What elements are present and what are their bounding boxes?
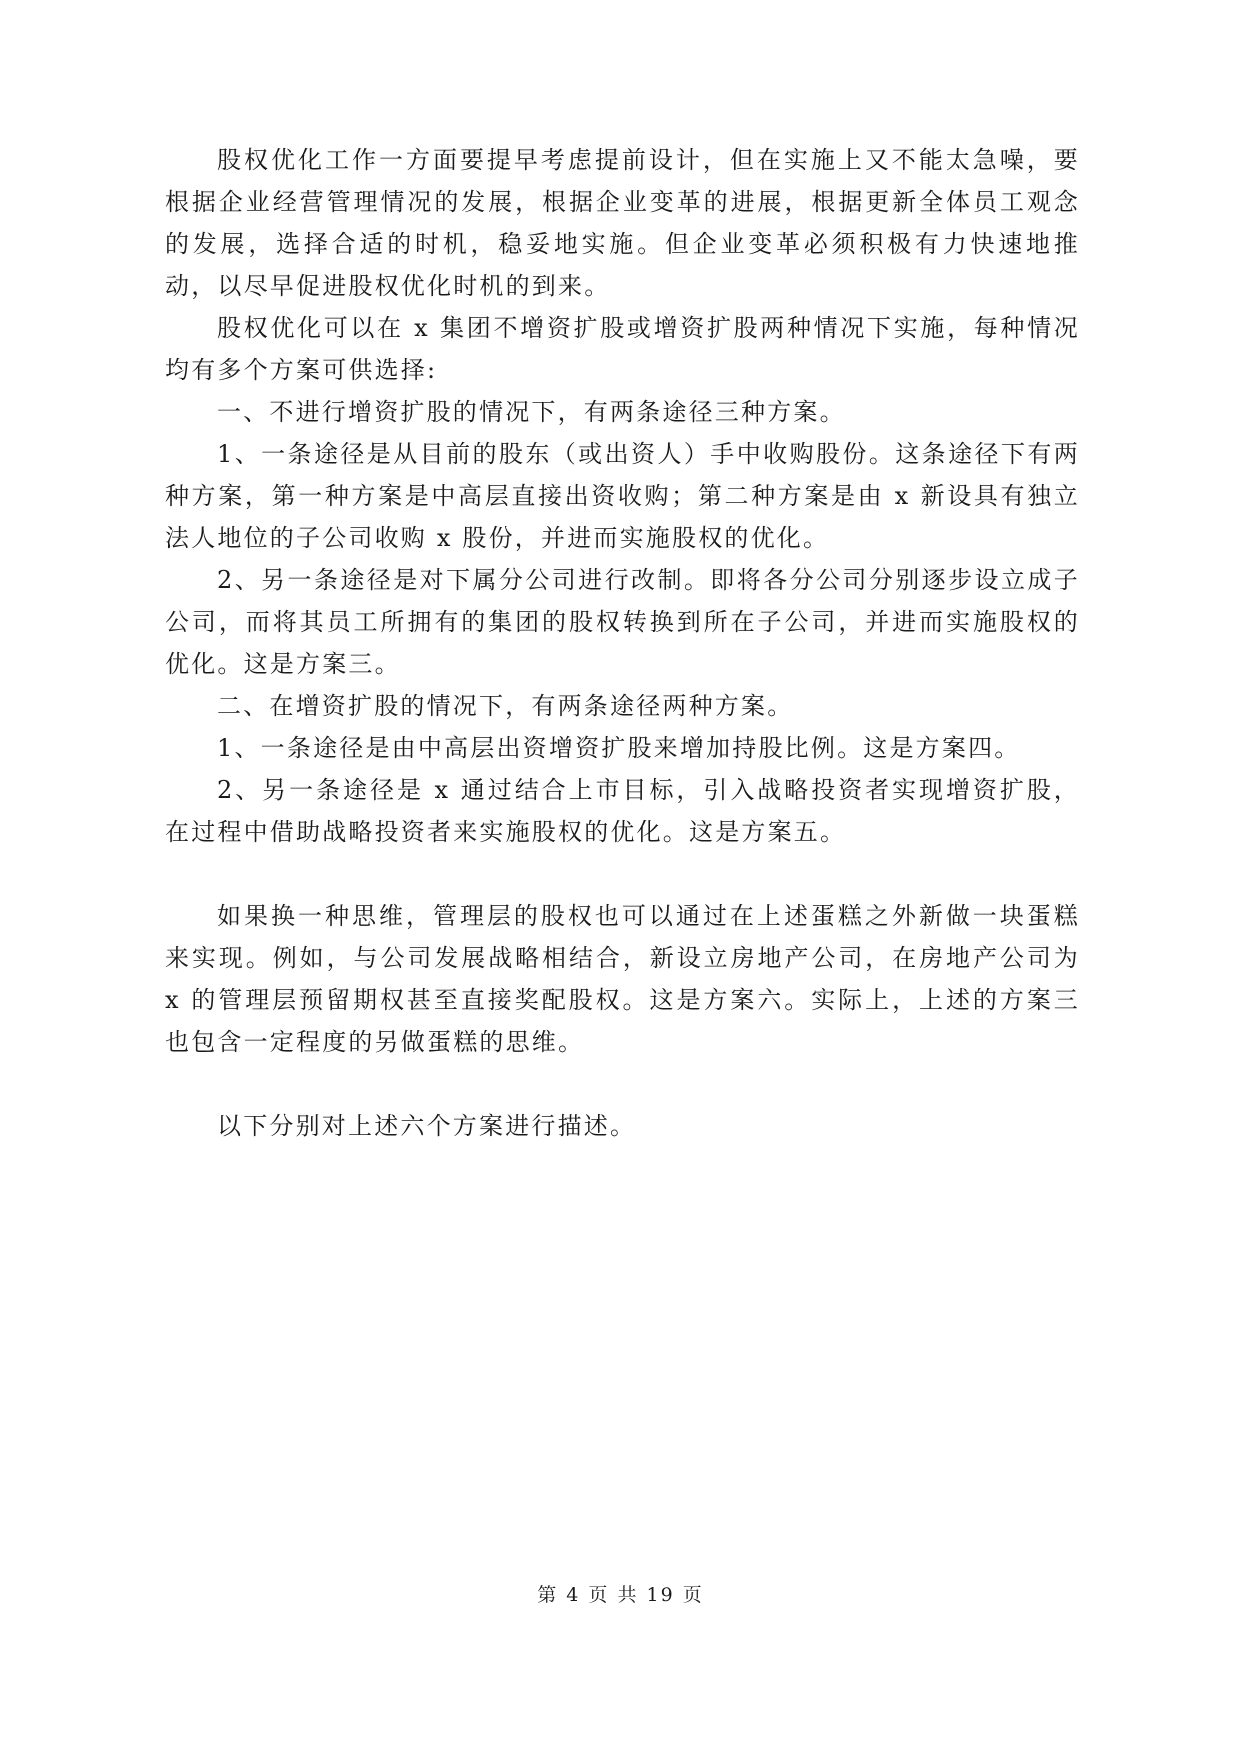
paragraph-new-cake: 如果换一种思维，管理层的股权也可以通过在上述蛋糕之外新做一块蛋糕来实现。例如，与公司发展战略相结合，新设立房地产公司，在房地产公司为 x 的管理层预留期权甚至直接奖配股权。这是方案六。实际上，上述的方案三也包含一定程度的另做蛋糕的思维。 bbox=[165, 902, 1080, 1056]
paragraph-timing: 股权优化工作一方面要提早考虑提前设计，但在实施上又不能太急噪，要根据企业经营管理情况的发展，根据企业变革的进展，根据更新全体员工观念的发展，选择合适的时机，稳妥地实施。但企业变革必须积极有力快速地推动，以尽早促进股权优化时机的到来。 bbox=[165, 146, 1080, 300]
page-number-footer: 第 4 页 共 19 页 bbox=[537, 1584, 704, 1606]
heading-capital-increase: 二、在增资扩股的情况下，有两条途径两种方案。 bbox=[217, 692, 794, 720]
document-body bbox=[165, 139, 1080, 1147]
paragraph-route-acquire-shares: 1、一条途径是从目前的股东（或出资人）手中收购股份。这条途径下有两种方案，第一种方案是中高层直接出资收购；第二种方案是由 x 新设具有独立法人地位的子公司收购 x 股份，并进而实施股权的优化。 bbox=[165, 440, 1080, 552]
paragraph-route-strategic-investor: 2、另一条途径是 x 通过结合上市目标，引入战略投资者实现增资扩股，在过程中借助战略投资者来实施股权的优化。这是方案五。 bbox=[165, 776, 1080, 846]
paragraph-route-restructure-branches: 2、另一条途径是对下属分公司进行改制。即将各分公司分别逐步设立成子公司，而将其员工所拥有的集团的股权转换到所在子公司，并进而实施股权的优化。这是方案三。 bbox=[165, 566, 1080, 678]
paragraph-route-management-investment: 1、一条途径是由中高层出资增资扩股来增加持股比例。这是方案四。 bbox=[217, 734, 1021, 762]
paragraph-conclusion: 以下分别对上述六个方案进行描述。 bbox=[217, 1112, 637, 1140]
paragraph-options-intro: 股权优化可以在 x 集团不增资扩股或增资扩股两种情况下实施，每种情况均有多个方案可供选择: bbox=[165, 314, 1080, 384]
heading-no-capital-increase: 一、不进行增资扩股的情况下，有两条途径三种方案。 bbox=[217, 398, 846, 426]
